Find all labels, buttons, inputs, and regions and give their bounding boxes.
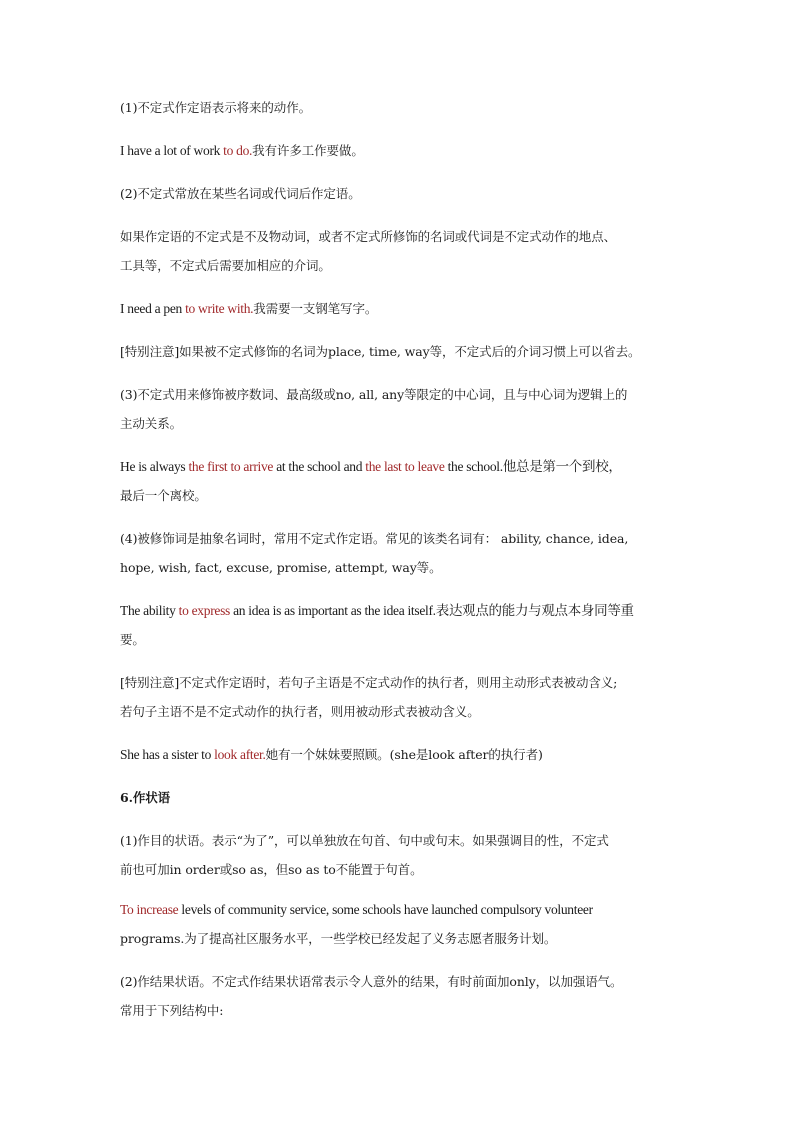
- example-text: an idea is as important as the idea itself.表达观点的能力与观点本身同等重: [230, 603, 634, 618]
- example-sentence-6: [120, 895, 682, 924]
- example-text: the school.他总是第一个到校，: [444, 459, 622, 474]
- example-sentence-5: [120, 740, 682, 769]
- adverbial-2-line-1: (2)作结果状语。不定式作结果状语常表示令人意外的结果，有时前面加only，以加强语气。: [120, 974, 623, 989]
- highlight-phrase: to do.: [223, 143, 253, 158]
- rule-3-line-2: 主动关系。: [120, 416, 183, 431]
- example-text: He is always: [120, 459, 189, 474]
- adverbial-2-line-2: 常用于下列结构中:: [120, 1003, 224, 1018]
- rule-2-explanation-line-1: 如果作定语的不定式是不及物动词，或者不定式所修饰的名词或代词是不定式动作的地点、: [120, 229, 617, 244]
- example-text: She has a sister to: [120, 747, 215, 762]
- example-sentence-4-line-2: 要。: [120, 632, 145, 647]
- special-note-2-line-1: [特别注意]不定式作定语时，若句子主语是不定式动作的执行者，则用主动形式表被动含义;: [120, 675, 618, 690]
- rule-3-line-1: (3)不定式用来修饰被序数词、最高级或no, all, any等限定的中心词，且与中心词为逻辑上的: [120, 387, 628, 402]
- translation-text: 我有许多工作要做。: [252, 143, 364, 158]
- highlight-phrase: the first to arrive: [188, 459, 274, 474]
- highlight-phrase: the last to leave: [365, 459, 445, 474]
- example-text: at the school and: [273, 459, 366, 474]
- example-sentence-3: [120, 452, 682, 481]
- translation-text: 她有一个妹妹要照顾。(she是look after的执行者): [265, 747, 543, 762]
- translation-text: 我需要一支钢笔写字。: [253, 301, 378, 316]
- highlight-phrase: To increase: [120, 902, 179, 917]
- rule-2-heading: (2)不定式常放在某些名词或代词后作定语。: [120, 186, 361, 201]
- adverbial-1-line-1: (1)作目的状语。表示“为了”，可以单独放在句首、句中或句末。如果强调目的性，不定式: [120, 833, 609, 848]
- rule-2-explanation-line-2: 工具等，不定式后需要加相应的介词。: [120, 258, 331, 273]
- adverbial-1-line-2: 前也可加in order或so as，但so as to不能置于句首。: [120, 862, 423, 877]
- rule-4-line-1: (4)被修饰词是抽象名词时，常用不定式作定语。常见的该类名词有： ability, chance, idea,: [120, 531, 629, 546]
- rule-4-line-2: hope, wish, fact, excuse, promise, attempt, way等。: [120, 560, 442, 575]
- example-sentence-4: [120, 596, 682, 625]
- example-text: I have a lot of work: [120, 143, 224, 158]
- highlight-phrase: to write with.: [185, 301, 254, 316]
- example-text: The ability: [120, 603, 179, 618]
- rule-1-heading: (1)不定式作定语表示将来的动作。: [120, 100, 312, 115]
- example-text: levels of community service, some schools have launched compulsory volunteer: [178, 902, 593, 917]
- special-note-1: [特别注意]如果被不定式修饰的名词为place, time, way等，不定式后的介词习惯上可以省去。: [120, 344, 641, 359]
- highlight-phrase: to express: [178, 603, 231, 618]
- section-heading: 6.作状语: [120, 790, 171, 805]
- example-sentence-2: [120, 294, 682, 323]
- example-sentence-1: [120, 136, 682, 165]
- example-sentence-3-line-2: 最后一个离校。: [120, 488, 207, 503]
- example-sentence-6-line-2: programs.为了提高社区服务水平，一些学校已经发起了义务志愿者服务计划。: [120, 931, 557, 946]
- special-note-2-line-2: 若句子主语不是不定式动作的执行者，则用被动形式表被动含义。: [120, 704, 480, 719]
- example-text: I need a pen: [120, 301, 186, 316]
- highlight-phrase: look after.: [214, 747, 266, 762]
